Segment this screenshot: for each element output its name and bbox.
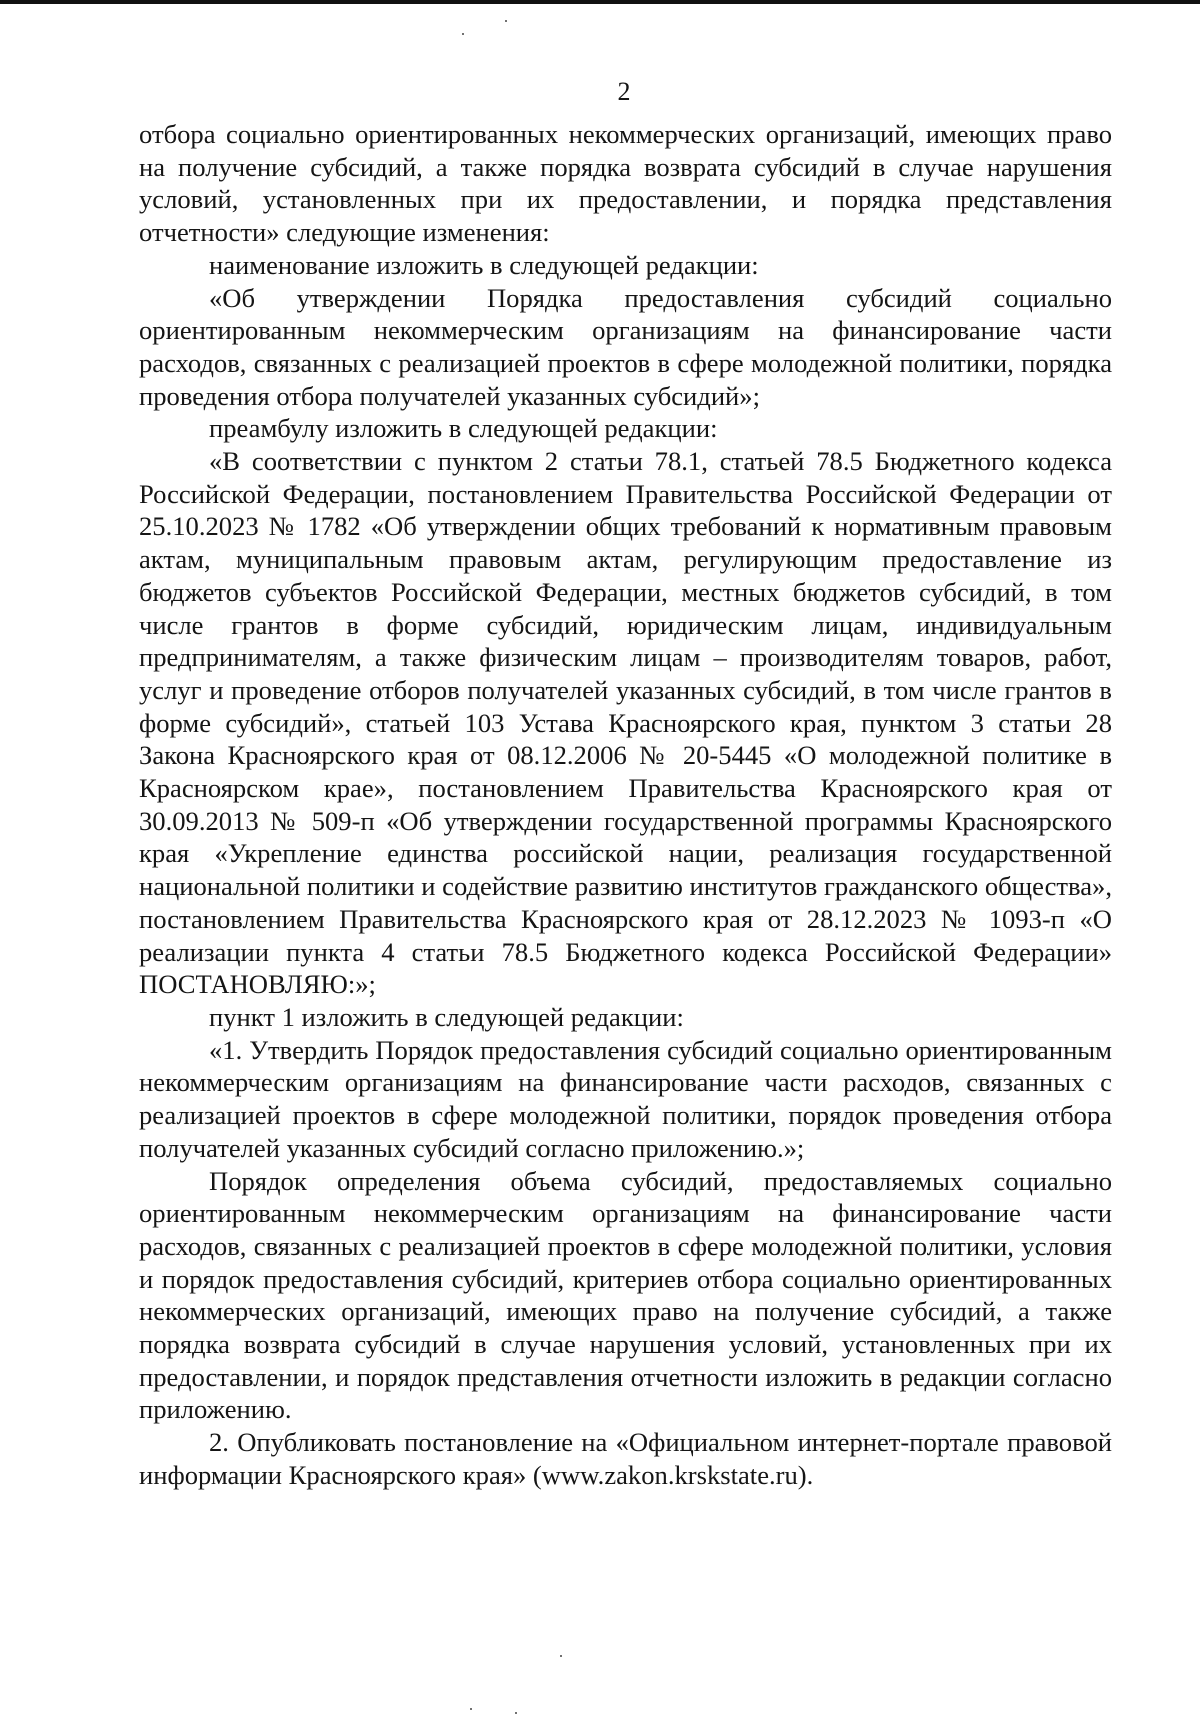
scan-speck [505, 20, 507, 22]
scan-top-edge [0, 0, 1200, 4]
scan-speck [560, 1655, 562, 1657]
paragraph-continuation: отбора социально ориентированных некоммерческих организаций, имеющих право на получение субсидий, а также порядка возврата субсидий в случае нарушения условий, установленных при их предоставлении, и порядка представления отчетности» следующие изменения: [139, 119, 1112, 248]
paragraph-new-point1: «1. Утвердить Порядок предоставления субсидий социально ориентированным некоммерческим организациям на финансирование части расходов, связанных с реализацией проектов в сфере молодежной политики, порядок проведения отбора получателей указанных субсидий согласно приложению.»; [139, 1034, 1112, 1163]
paragraph-point1-instruction: пункт 1 изложить в следующей редакции: [209, 1001, 684, 1032]
document-body [139, 118, 1112, 1492]
paragraph-preamble-instruction: преамбулу изложить в следующей редакции: [209, 413, 718, 444]
scan-speck [470, 1708, 472, 1710]
scan-speck [462, 33, 464, 35]
page-number: 2 [617, 77, 631, 106]
paragraph-new-preamble: «В соответствии с пунктом 2 статьи 78.1, статьей 78.5 Бюджетного кодекса Российской Федерации, постановлением Правительства Российской Федерации от 25.10.2023 № 1782 «Об утверждении общих требований к нормативным правовым актам, муниципальным правовым актам, регулирующим предоставление из бюджетов субъектов Российской Федерации, местных бюджетов субсидий, в том числе грантов в форме субсидий, юридическим лицам, индивидуальным предпринимателям, а также физическим лицам – производителям товаров, работ, услуг и проведение отборов получателей указанных субсидий, в том числе грантов в форме субсидий», статьей 103 Устава Красноярского края, пунктом 3 статьи 28 Закона Красноярского края от 08.12.2006 № 20-5445 «О молодежной политике в Красноярском крае», постановлением Правительства Красноярского края от 30.09.2013 № 509-п «Об утверждении государственной программы Красноярского края «Укрепление единства российской нации, реализация государственной национальной политики и содействие развитию институтов гражданского общества», постановлением Правительства Красноярского края от 28.12.2023 № 1093-п «О реализации пункта 4 статьи 78.5 Бюджетного кодекса Российской Федерации» ПОСТАНОВЛЯЮ:»; [139, 446, 1112, 1000]
paragraph-procedure: Порядок определения объема субсидий, предоставляемых социально ориентированным некоммерческим организациям на финансирование части расходов, связанных с реализацией проектов в сфере молодежной политики, условия и порядок предоставления субсидий, критериев отбора социально ориентированных некоммерческих организаций, имеющих право на получение субсидий, а также порядка возврата субсидий в случае нарушения условий, установленных при их предоставлении, и порядок представления отчетности изложить в редакции согласно приложению. [139, 1165, 1112, 1425]
scan-speck [515, 1712, 517, 1714]
paragraph-title-instruction: наименование изложить в следующей редакции: [209, 249, 759, 280]
paragraph-new-title: «Об утверждении Порядка предоставления субсидий социально ориентированным некоммерческим организациям на финансирование части расходов, связанных с реализацией проектов в сфере молодежной политики, порядка проведения отбора получателей указанных субсидий»; [139, 282, 1112, 411]
paragraph-publish: 2. Опубликовать постановление на «Официальном интернет-портале правовой информации Красноярского края» (www.zakon.krskstate.ru). [139, 1427, 1112, 1490]
